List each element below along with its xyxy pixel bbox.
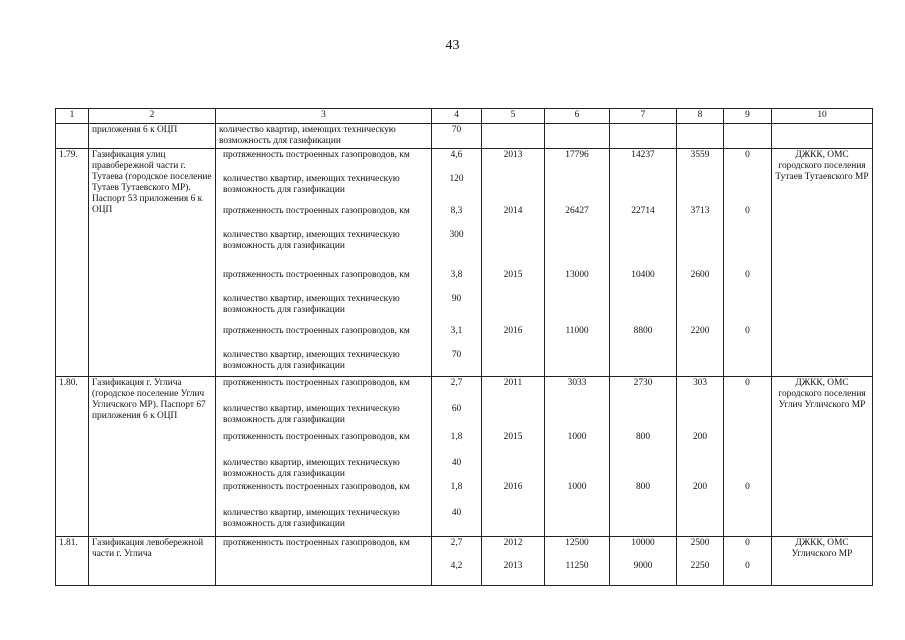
indicator-value: 60	[451, 404, 462, 414]
executor: ДЖКК, ОМС городского поселения Тутаев Тутаевского МР	[772, 149, 873, 377]
local-budget-cell: 2600	[690, 270, 710, 280]
regional-budget-cell: 800	[635, 482, 651, 492]
other-sources-cell	[727, 432, 768, 482]
other-sources-cell: 0	[745, 561, 750, 571]
local-budget-cell-column	[677, 537, 724, 586]
indicator-cell	[216, 149, 432, 377]
indicator-cell	[216, 537, 432, 586]
year-cell: 2015	[503, 432, 523, 442]
other-sources-cell: 0	[745, 150, 750, 160]
empty-cell	[610, 124, 677, 149]
year-cell: 2016	[503, 482, 523, 492]
indicator-label: протяженность построенных газопроводов, км	[223, 206, 410, 216]
indicator-value: 4,2	[450, 561, 463, 571]
year-cell-column	[482, 377, 545, 537]
indicator-label: количество квартир, имеющих техническую возможность для газификации	[223, 508, 400, 529]
indicator-value: 2,7	[450, 378, 463, 388]
total-cell: 17796	[565, 150, 589, 160]
local-budget-cell: 303	[692, 378, 708, 388]
local-budget-cell-column	[677, 377, 724, 537]
total-cell: 11000	[565, 326, 589, 336]
indicator-label: протяженность построенных газопроводов, км	[223, 326, 410, 336]
empty-cell	[482, 124, 545, 149]
executor: ДЖКК, ОМС городского поселения Углич Угличского МР	[772, 377, 873, 537]
other-sources-cell: 0	[745, 538, 750, 548]
col-header: 9	[724, 109, 772, 124]
indicator-label: количество квартир, имеющих техническую возможность для газификации	[223, 350, 400, 371]
row-number: 1.81.	[56, 537, 89, 586]
indicator-value: 8,3	[450, 206, 463, 216]
regional-budget-cell: 9000	[633, 561, 653, 571]
other-sources-cell: 0	[745, 206, 750, 216]
indicator-value: 1,8	[450, 482, 463, 492]
indicator-label: протяженность построенных газопроводов, км	[223, 538, 410, 548]
regional-budget-cell-column	[610, 377, 677, 537]
indicator-label: протяженность построенных газопроводов, км	[223, 150, 410, 160]
indicator-value: 70	[451, 350, 462, 360]
col-header: 1	[56, 109, 89, 124]
indicator-label: протяженность построенных газопроводов, км	[223, 378, 410, 388]
year-cell: 2011	[503, 378, 523, 388]
indicator-cell	[216, 377, 432, 537]
local-budget-cell: 2250	[690, 561, 710, 571]
row-number	[56, 124, 89, 149]
indicator-label: количество квартир, имеющих техническую возможность для газификации	[223, 174, 400, 195]
indicator-value: 300	[449, 230, 464, 240]
page-number: 43	[445, 38, 460, 53]
local-budget-cell-column	[677, 149, 724, 377]
row-number: 1.79.	[56, 149, 89, 377]
total-cell: 13000	[565, 270, 589, 280]
local-budget-cell: 2500	[690, 538, 710, 548]
total-cell: 11250	[565, 561, 589, 571]
indicator-value: 120	[449, 174, 464, 184]
total-cell: 12500	[565, 538, 589, 548]
regional-budget-cell: 2730	[633, 378, 653, 388]
indicator-label: количество квартир, имеющих техническую возможность для газификации	[223, 458, 400, 479]
value-cell	[432, 377, 482, 537]
year-cell: 2012	[503, 538, 523, 548]
indicator-value: 3,8	[450, 270, 463, 280]
indicator-label: количество квартир, имеющих техническую возможность для газификации	[223, 230, 400, 251]
regional-budget-cell: 10400	[631, 270, 655, 280]
col-header: 5	[482, 109, 545, 124]
indicator-value: 40	[451, 508, 462, 518]
year-cell: 2013	[503, 561, 523, 571]
local-budget-cell: 200	[692, 482, 708, 492]
local-budget-cell: 2200	[690, 326, 710, 336]
indicator-value: 40	[451, 458, 462, 468]
other-sources-cell-column	[724, 149, 772, 377]
table-row	[56, 149, 873, 377]
table-row	[56, 537, 873, 586]
year-cell-column	[482, 149, 545, 377]
regional-budget-cell: 8800	[633, 326, 653, 336]
indicator-value: 4,6	[450, 150, 463, 160]
other-sources-cell-column	[724, 537, 772, 586]
value-cell	[432, 149, 482, 377]
indicator-label: количество квартир, имеющих техническую возможность для газификации	[223, 404, 400, 425]
regional-budget-cell: 800	[635, 432, 651, 442]
empty-cell	[545, 124, 610, 149]
year-cell: 2014	[503, 206, 523, 216]
other-sources-cell: 0	[745, 378, 750, 388]
measure-name: Газификация г. Углича (городское поселение Углич Угличского МР). Паспорт 67 приложения 6 к ОЦП	[89, 377, 216, 537]
regional-budget-cell: 10000	[631, 538, 655, 548]
year-cell: 2013	[503, 150, 523, 160]
continuation-row	[56, 124, 873, 149]
total-cell-column	[545, 149, 610, 377]
total-cell: 26427	[565, 206, 589, 216]
indicator-label	[219, 561, 428, 584]
col-header: 3	[216, 109, 432, 124]
regional-budget-cell: 22714	[631, 206, 655, 216]
other-sources-cell: 0	[745, 270, 750, 280]
table-row	[56, 377, 873, 537]
executor: ДЖКК, ОМС Угличского МР	[772, 537, 873, 586]
year-cell: 2015	[503, 270, 523, 280]
measure-name: приложения 6 к ОЦП	[89, 124, 216, 149]
empty-cell	[724, 124, 772, 149]
indicator-value: 70	[432, 124, 482, 149]
indicator-value: 2,7	[450, 538, 463, 548]
measure-name: Газификация левобережной части г. Углича	[89, 537, 216, 586]
total-cell-column	[545, 537, 610, 586]
year-cell-column	[482, 537, 545, 586]
indicator-value: 3,1	[450, 326, 463, 336]
total-cell: 3033	[567, 378, 587, 388]
local-budget-cell: 3559	[690, 150, 710, 160]
col-header: 7	[610, 109, 677, 124]
header-row	[56, 109, 873, 124]
regional-budget-cell: 14237	[631, 150, 655, 160]
local-budget-cell: 3713	[690, 206, 710, 216]
measure-name: Газификация улиц правобережной части г. Тутаева (городское поселение Тутаев Тутаевского МР). Паспорт 53 приложения 6 к ОЦП	[89, 149, 216, 377]
indicator-label: количество квартир, имеющих техническую возможность для газификации	[223, 294, 400, 315]
other-sources-cell: 0	[745, 482, 750, 492]
col-header: 8	[677, 109, 724, 124]
regional-budget-cell-column	[610, 537, 677, 586]
indicator-value: 1,8	[450, 432, 463, 442]
total-cell: 1000	[567, 482, 587, 492]
empty-cell	[677, 124, 724, 149]
empty-cell	[772, 124, 873, 149]
col-header: 4	[432, 109, 482, 124]
regional-budget-cell-column	[610, 149, 677, 377]
other-sources-cell-column	[724, 377, 772, 537]
value-cell	[432, 537, 482, 586]
other-sources-cell: 0	[745, 326, 750, 336]
indicator-value: 90	[451, 294, 462, 304]
indicator-label: протяженность построенных газопроводов, км	[223, 482, 410, 492]
program-table	[55, 108, 873, 586]
row-number: 1.80.	[56, 377, 89, 537]
year-cell: 2016	[503, 326, 523, 336]
col-header: 10	[772, 109, 873, 124]
col-header: 2	[89, 109, 216, 124]
local-budget-cell: 200	[692, 432, 708, 442]
indicator-label: протяженность построенных газопроводов, км	[223, 432, 410, 442]
total-cell-column	[545, 377, 610, 537]
indicator-label: протяженность построенных газопроводов, км	[223, 270, 410, 280]
indicator-label: количество квартир, имеющих техническую возможность для газификации	[216, 124, 432, 149]
col-header: 6	[545, 109, 610, 124]
total-cell: 1000	[567, 432, 587, 442]
